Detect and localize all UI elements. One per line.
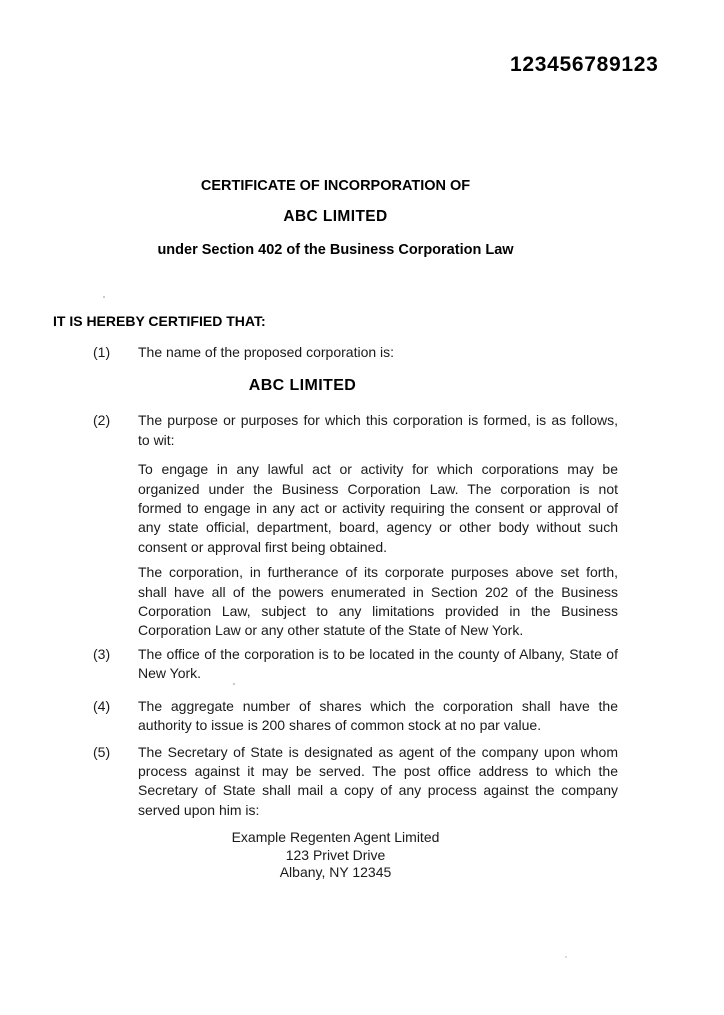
- purpose-paragraph-1: To engage in any lawful act or activity for which corporations may be organized under the Business Corporation Law. The corporation is not formed to engage in any act or activity requiring the consent or approval of any state official, department, board, agency or other body without such consent or approval first being obtained.: [138, 461, 618, 555]
- item-1: [53, 343, 618, 362]
- document-number: 123456789123: [510, 53, 659, 76]
- scan-speck: [103, 296, 105, 298]
- agent-address-block: [53, 829, 618, 882]
- item-4-number: (4): [93, 697, 111, 714]
- item-4-text: The aggregate number of shares which the corporation shall have the authority to issue is 200 shares of common stock at no par value.: [138, 697, 618, 734]
- item-2: [53, 411, 618, 450]
- item-3-number: (3): [93, 645, 111, 662]
- item-3: [53, 645, 618, 684]
- item-2-text: The purpose or purposes for which this corporation is formed, is as follows, to wit:: [138, 412, 618, 448]
- item-4: [53, 697, 618, 736]
- corporation-name-title: ABC LIMITED: [283, 208, 388, 225]
- item-2-number: (2): [93, 412, 111, 429]
- item-5-text: The Secretary of State is designated as agent of the company upon whom process against it may be served. The post office address to which the Secretary of State shall mail a copy of any process against the company served upon him is:: [138, 743, 618, 818]
- scan-speck: [233, 683, 235, 685]
- statute-subtitle: under Section 402 of the Business Corporation Law: [157, 242, 514, 258]
- item-5: [53, 743, 618, 821]
- agent-city: Albany, NY 12345: [279, 864, 392, 881]
- agent-street: 123 Privet Drive: [285, 846, 386, 863]
- proposed-corporation-name: ABC LIMITED: [248, 377, 357, 395]
- purpose-paragraph-2: The corporation, in furtherance of its corporate purposes above set forth, shall have all of the powers enumerated in Section 202 of the Business Corporation Law, subject to any limitations provided in the Business Corporation Law or any other statute of the State of New York.: [138, 564, 618, 639]
- item-1-text: The name of the proposed corporation is:: [138, 344, 395, 360]
- scan-speck: [565, 956, 567, 958]
- item-3-text: The office of the corporation is to be located in the county of Albany, State of New York.: [138, 645, 618, 682]
- item-1-number: (1): [93, 344, 111, 360]
- document-title: CERTIFICATE OF INCORPORATION OF: [200, 178, 471, 194]
- item-5-number: (5): [93, 743, 111, 760]
- document-body: [53, 0, 618, 1015]
- certification-heading: IT IS HEREBY CERTIFIED THAT:: [53, 313, 266, 329]
- agent-name: Example Regenten Agent Limited: [231, 829, 440, 846]
